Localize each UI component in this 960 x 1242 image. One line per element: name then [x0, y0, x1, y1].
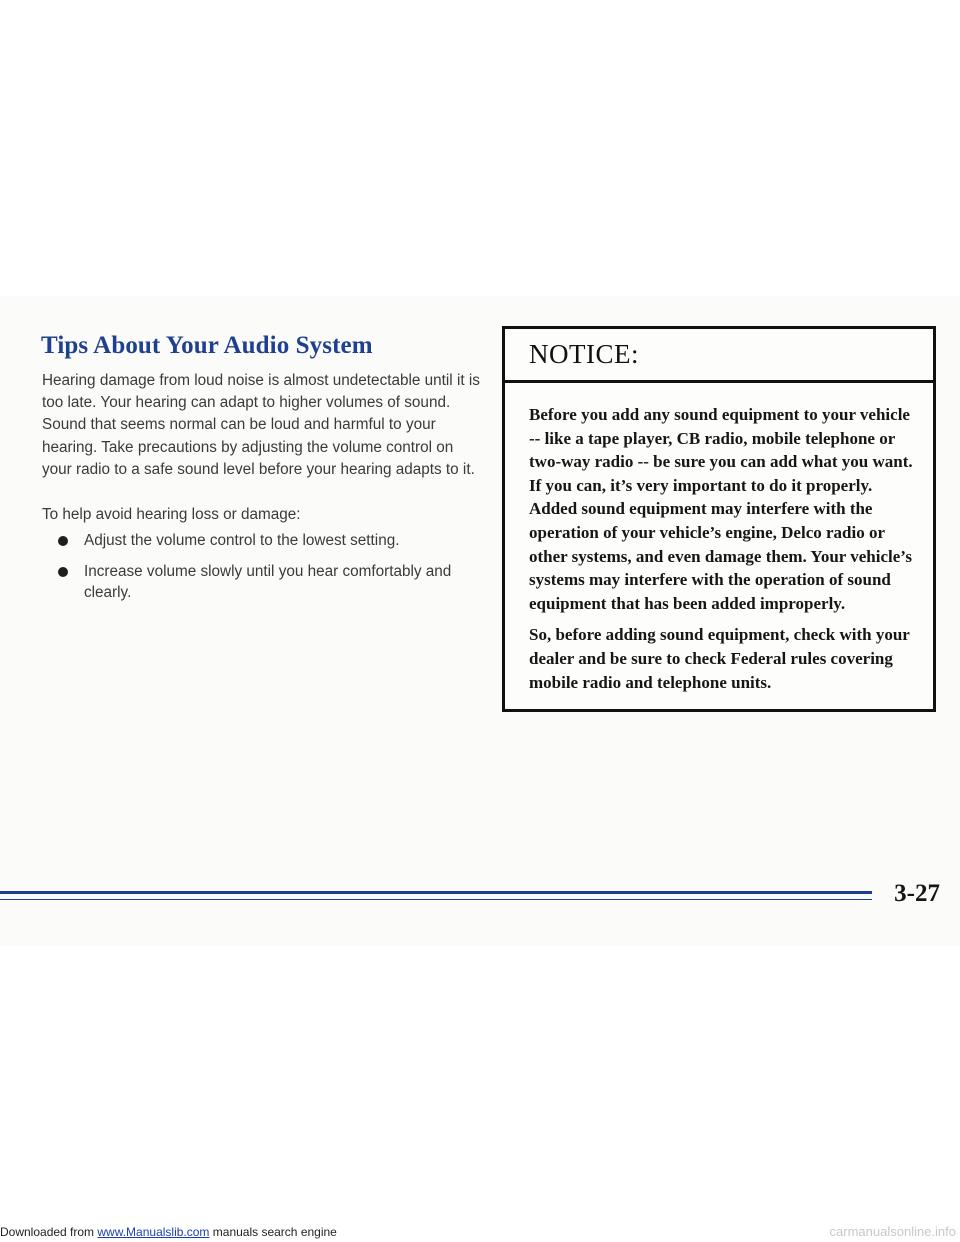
notice-body	[505, 383, 933, 694]
page-number: 3-27	[894, 880, 940, 907]
section-title: Tips About Your Audio System	[41, 332, 373, 359]
banner-suffix: manuals search engine	[209, 1225, 337, 1239]
manualslib-link[interactable]: www.Manualslib.com	[97, 1225, 210, 1239]
site-watermark: carmanualsonline.info	[829, 1224, 956, 1239]
bullet-icon	[58, 567, 68, 577]
list-item	[42, 561, 482, 603]
list-item	[42, 530, 482, 551]
help-lead-text: To help avoid hearing loss or damage:	[42, 506, 301, 523]
notice-box	[502, 326, 936, 712]
banner-prefix: Downloaded from	[0, 1225, 98, 1239]
footer-rule-thick	[0, 891, 872, 894]
notice-header	[505, 329, 933, 383]
notice-heading: NOTICE:	[529, 339, 639, 369]
notice-paragraph: So, before adding sound equipment, check with your dealer and be sure to check Federal rules covering mobile radio and telephone units.	[529, 625, 910, 692]
page-footer	[0, 880, 960, 940]
footer-rule-thin	[0, 899, 872, 900]
notice-paragraph: Before you add any sound equipment to your vehicle -- like a tape player, CB radio, mobile telephone or two-way radio -- be sure you can add what you want. If you can, it’s very important to do it properly. Added sound equipment may interfere with the operation of your vehicle’s engine, Delco radio or other systems, and even damage them. Your vehicle’s systems may interfere with the operation of sound equipment that has been added improperly.	[529, 405, 913, 613]
tip-text: Increase volume slowly until you hear comfortably and clearly.	[84, 563, 452, 601]
bullet-icon	[58, 536, 68, 546]
tip-text: Adjust the volume control to the lowest setting.	[84, 532, 400, 549]
download-banner	[0, 1224, 960, 1242]
tips-list	[42, 530, 482, 613]
intro-paragraph: Hearing damage from loud noise is almost undetectable until it is too late. Your hearing can adapt to higher volumes of sound. Sound that seems normal can be loud and harmful to your hearing. Take precautions by adjusting the volume control on your radio to a safe sound level before your hearing adapts to it.	[42, 372, 480, 478]
